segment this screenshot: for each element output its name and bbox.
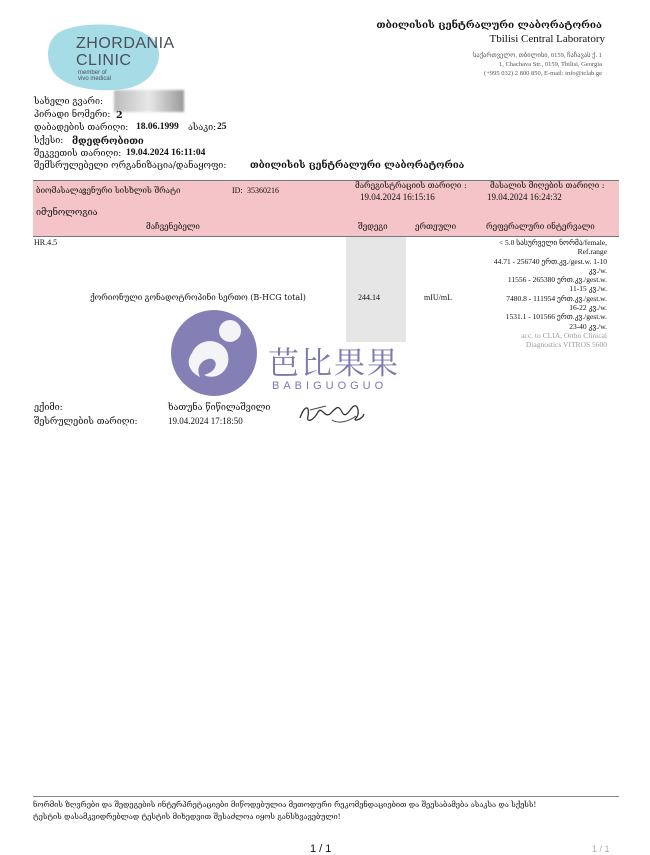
page-number-faint: 1 / 1 <box>592 844 610 854</box>
doctor-label: ექიმი: <box>34 403 63 413</box>
column-header-indicator: მაჩვენებელი <box>146 222 200 231</box>
completion-date-value: 19.04.2024 17:18:50 <box>168 416 243 426</box>
order-date-label: შეკვეთის თარიღი: <box>34 149 122 159</box>
reference-line: 7480.8 - 111954 ერთ.კვ./gest.w. <box>506 293 607 303</box>
completion-date-label: შესრულების თარიღი: <box>34 417 138 427</box>
org-label: შემსრულებელი ორგანიზაცია/დანაყოფი: <box>34 161 227 171</box>
reference-range <box>477 238 607 350</box>
logo-sub2: vivo medical <box>78 76 112 82</box>
sex-label: სქესი: <box>34 136 64 146</box>
reference-note: acc. to CLIA, Ortho Clinical <box>521 330 607 340</box>
address-line: საქართველო, თბილისი, 0159, ჩაჩავას ქ. 1 <box>473 52 602 59</box>
dob-label: დაბადების თარიღი: <box>34 123 129 133</box>
footer-note-1: ნორმის ზღვრები და შედეგების ინტერპრეტაციები მიწოდებულია მეთოდური რეკომენდაციებით და შეესაბამება ასაკსა და სქესს! <box>33 800 537 809</box>
logo-sub1: member of <box>78 70 107 76</box>
sample-id-label: ID: <box>232 186 243 195</box>
test-result: 244.14 <box>358 293 380 302</box>
sample-id-value: 35360216 <box>247 186 279 195</box>
handwritten-signature <box>296 396 366 428</box>
patient-name-label: სახელი გვარი: <box>34 97 104 107</box>
reference-line: კვ./w. <box>588 265 607 275</box>
patient-id-value: 2 <box>116 110 123 121</box>
collection-date-label: მასალის მიღების თარიღი : <box>490 181 605 190</box>
sex-value: მდედრობითი <box>72 136 144 147</box>
org-value: თბილისის ცენტრალური ლაბორატორია <box>250 160 465 171</box>
reference-line: 44.71 - 256740 ერთ.კვ./gest.w. 1-10 <box>493 256 607 266</box>
footer-note-2: ტესტის დასამკვიდრებლად ტესტის მიხედვით შესაძლოა იყოს განსხვავებული! <box>33 812 341 821</box>
biomaterial-label: ბიომასალა: <box>36 186 86 195</box>
reference-line: 16-22 კვ./w. <box>569 303 607 313</box>
lab-address <box>402 51 602 78</box>
column-header-reference: რეფერალური ინტერვალი <box>486 222 595 231</box>
redacted-name <box>114 90 184 112</box>
reference-line: 23-40 კვ./w. <box>569 321 607 331</box>
divider <box>33 236 619 237</box>
reference-line: 11556 - 265380 ერთ.კვ./gest.w. <box>507 275 607 285</box>
registration-date-value: 19.04.2024 16:15:16 <box>360 192 435 202</box>
age-value: 25 <box>217 122 227 132</box>
reference-line: Ref.range <box>577 247 607 257</box>
watermark-text-cn: 芭比果果 <box>268 346 400 381</box>
registration-date-label: მარეგისტრაციის თარიღი : <box>355 181 467 190</box>
test-code: HR.4.5 <box>34 238 58 247</box>
doctor-name: ხათუნა წიწილაშვილი <box>168 403 271 413</box>
age-label: ასაკი: <box>188 123 217 133</box>
dob-value: 18.06.1999 <box>136 122 179 132</box>
section-title: იმუნოლოგია <box>36 208 98 218</box>
reference-line: 1531.1 - 101566 ერთ.კვ./gest.w. <box>505 312 607 322</box>
column-header-result: შედეგი <box>358 222 388 231</box>
logo-subtitle <box>78 70 111 82</box>
clinic-logo <box>76 35 175 69</box>
address-line: 1, Chachava Str., 0159, Tbilisi, Georgia <box>498 61 602 68</box>
reference-line: 11-15 კვ./w. <box>569 284 607 294</box>
reference-note: Diagnostics VITROS 5600 <box>525 340 607 350</box>
test-name: ქორიონული გონადოტროპინი სერთო (B-HCG total) <box>90 293 306 302</box>
test-unit: mIU/mL <box>424 293 452 302</box>
biomaterial-value: ვენური სისხლის შრატი <box>82 186 181 195</box>
column-header-unit: ერთეული <box>415 222 457 231</box>
logo-line1: ZHORDANIA <box>76 35 175 52</box>
watermark-text-en: BABIGUOGUO <box>272 380 388 392</box>
footer-divider <box>33 796 619 797</box>
address-line: (+995 032) 2 800 850, E-mail: info@tclab.ge <box>484 70 602 77</box>
reference-line: < 5.0 სასურველი ნორმა/female, <box>498 238 607 247</box>
logo-line2: CLINIC <box>76 52 132 69</box>
lab-name-georgian: თბილისის ცენტრალური ლაბორატორია <box>376 20 602 31</box>
page-number: 1 / 1 <box>310 843 332 855</box>
patient-id-label: პირადი ნომერი: <box>34 110 111 120</box>
collection-date-value: 19.04.2024 16:24:32 <box>487 192 562 202</box>
lab-name-english: Tbilisi Central Laboratory <box>489 33 605 45</box>
order-date-value: 19.04.2024 16:11:04 <box>126 148 206 158</box>
